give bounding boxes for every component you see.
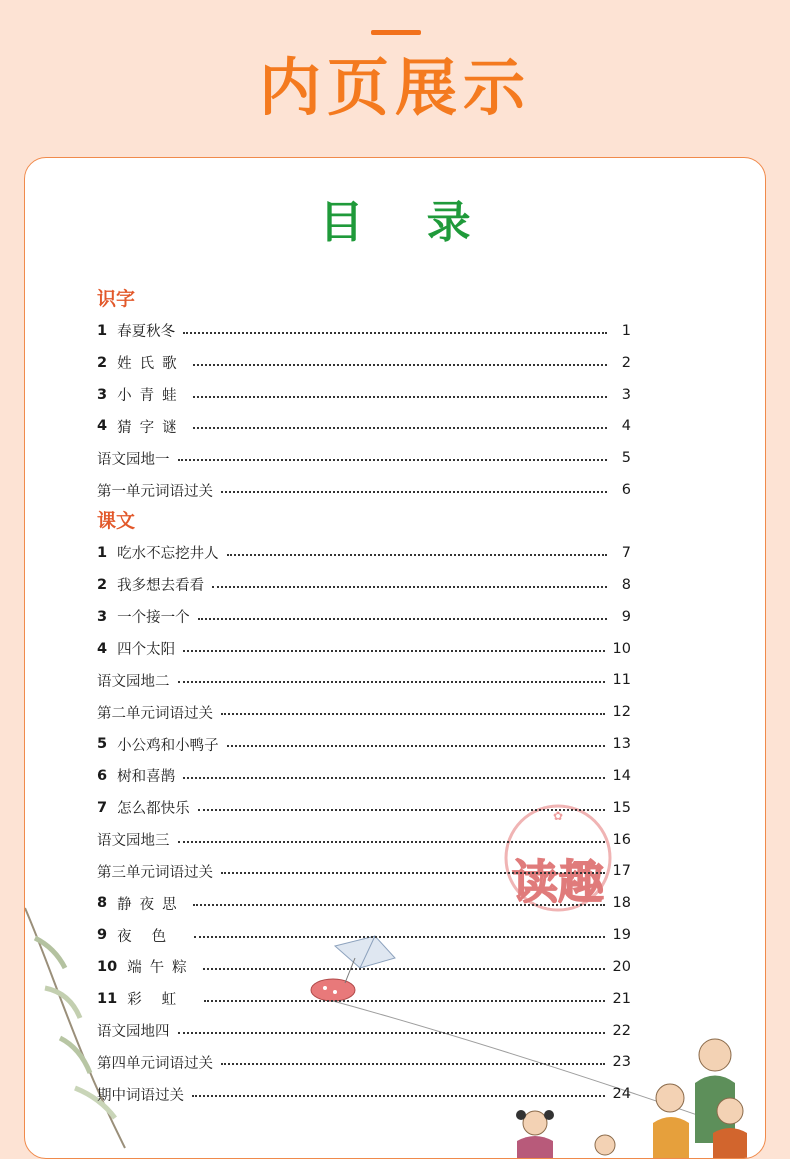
- section-heading: 识字: [97, 288, 136, 310]
- entry-title: 第二单元词语过关: [97, 705, 213, 722]
- entry-title: 第一单元词语过关: [97, 483, 213, 500]
- entry-page-number: 9: [621, 608, 631, 625]
- dot-leader: [227, 554, 607, 556]
- banner-title: 内页展示: [258, 51, 531, 124]
- dot-leader: [203, 968, 605, 970]
- title-accent-bar: [371, 30, 421, 35]
- entry-page-number: 12: [612, 704, 631, 721]
- entry-title: 一个接一个: [117, 610, 190, 627]
- entry-page-number: 7: [621, 544, 631, 561]
- dot-leader: [194, 936, 604, 938]
- entry-page-number: 22: [612, 1022, 631, 1039]
- entry-number: 1: [97, 544, 108, 561]
- dot-leader: [193, 396, 607, 398]
- entry-title: 期中词语过关: [97, 1087, 184, 1104]
- entry-title: 怎么都快乐: [117, 801, 190, 818]
- dot-leader: [183, 650, 604, 652]
- entry-number: 9: [97, 927, 108, 944]
- toc-entry[interactable]: [97, 696, 631, 728]
- entry-number: 3: [97, 386, 108, 403]
- entry-page-number: 3: [621, 386, 631, 403]
- entry-title: 语文园地一: [97, 451, 170, 468]
- entry-page-number: 8: [621, 576, 631, 593]
- toc-entry[interactable]: [97, 664, 631, 696]
- entry-title: 彩虹: [127, 992, 197, 1009]
- entry-number: 4: [97, 418, 108, 435]
- entry-page-number: 4: [621, 418, 631, 435]
- entry-title: 夜色: [117, 928, 187, 945]
- entry-page-number: 1: [621, 322, 631, 339]
- entry-number: 11: [97, 990, 118, 1007]
- toc-list: [97, 284, 631, 1110]
- entry-number: 4: [97, 640, 108, 657]
- svg-text:✿: ✿: [552, 809, 564, 823]
- entry-number: 7: [97, 799, 108, 816]
- dot-leader: [178, 459, 608, 461]
- dot-leader: [183, 332, 607, 334]
- entry-number: 10: [97, 958, 118, 975]
- toc-entry[interactable]: [97, 951, 631, 983]
- entry-page-number: 6: [621, 482, 631, 499]
- entry-title: 第四单元词语过关: [97, 1055, 213, 1072]
- dot-leader: [227, 745, 605, 747]
- toc-entry[interactable]: [97, 569, 631, 601]
- dot-leader: [221, 713, 605, 715]
- dot-leader: [221, 1063, 605, 1065]
- entry-page-number: 23: [612, 1054, 631, 1071]
- dot-leader: [221, 872, 605, 874]
- entry-page-number: 21: [612, 990, 631, 1007]
- entry-page-number: 17: [612, 863, 631, 880]
- entry-title: 小公鸡和小鸭子: [117, 737, 219, 754]
- toc-entry[interactable]: [97, 411, 631, 443]
- entry-number: 3: [97, 608, 108, 625]
- entry-number: 8: [97, 895, 108, 912]
- entry-title: 小青蛙: [117, 388, 185, 405]
- entry-page-number: 20: [612, 958, 631, 975]
- dot-leader: [198, 809, 605, 811]
- dot-leader: [183, 777, 604, 779]
- dot-leader: [204, 1000, 604, 1002]
- entry-page-number: 14: [612, 767, 631, 784]
- dot-leader: [178, 841, 605, 843]
- toc-entry[interactable]: [97, 887, 631, 919]
- entry-page-number: 5: [621, 450, 631, 467]
- toc-entry[interactable]: [97, 760, 631, 792]
- entry-number: 5: [97, 736, 108, 753]
- entry-page-number: 16: [612, 831, 631, 848]
- entry-number: 2: [97, 354, 108, 371]
- entry-title: 语文园地三: [97, 833, 170, 850]
- toc-entry[interactable]: [97, 983, 631, 1015]
- entry-page-number: 18: [612, 895, 631, 912]
- entry-title: 端午粽: [127, 960, 195, 977]
- dot-leader: [193, 904, 605, 906]
- toc-entry[interactable]: [97, 442, 631, 474]
- dot-leader: [192, 1095, 605, 1097]
- toc-entry[interactable]: [97, 1015, 631, 1047]
- entry-title: 第三单元词语过关: [97, 864, 213, 881]
- entry-page-number: 24: [612, 1086, 631, 1103]
- entry-title: 语文园地二: [97, 673, 170, 690]
- dot-leader: [178, 1032, 605, 1034]
- toc-entry[interactable]: [97, 1047, 631, 1079]
- entry-title: 树和喜鹊: [117, 769, 176, 786]
- entry-title: 春夏秋冬: [117, 324, 176, 341]
- entry-page-number: 15: [612, 799, 631, 816]
- section-heading: 课文: [97, 510, 136, 533]
- entry-number: 1: [97, 322, 108, 339]
- entry-page-number: 10: [612, 640, 631, 657]
- entry-number: 2: [97, 576, 108, 593]
- toc-card: [24, 157, 766, 1159]
- toc-entry[interactable]: [97, 824, 631, 856]
- toc-entry[interactable]: [97, 347, 631, 379]
- entry-number: 6: [97, 767, 108, 784]
- entry-title: 语文园地四: [97, 1024, 170, 1041]
- entry-title: 静夜思: [117, 896, 185, 913]
- watermark-text: 读趣: [512, 855, 604, 909]
- toc-entry[interactable]: [97, 379, 631, 411]
- toc-entry[interactable]: [97, 792, 631, 824]
- dot-leader: [193, 364, 607, 366]
- entry-page-number: 11: [612, 672, 631, 689]
- dot-leader: [221, 491, 607, 493]
- dot-leader: [198, 618, 607, 620]
- toc-entry[interactable]: [97, 919, 631, 951]
- toc-entry[interactable]: [97, 601, 631, 633]
- toc-entry[interactable]: [97, 633, 631, 665]
- toc-entry[interactable]: [97, 856, 631, 888]
- entry-title: 四个太阳: [117, 642, 176, 659]
- toc-entry[interactable]: [97, 474, 631, 506]
- entry-title: 猜字谜: [117, 419, 185, 436]
- dot-leader: [178, 681, 605, 683]
- entry-title: 吃水不忘挖井人: [117, 546, 219, 563]
- entry-title: 我多想去看看: [117, 578, 205, 595]
- dot-leader: [212, 586, 607, 588]
- toc-entry[interactable]: [97, 537, 631, 569]
- entry-page-number: 19: [612, 927, 631, 944]
- entry-page-number: 2: [621, 354, 631, 371]
- toc-title: 目 录: [319, 197, 495, 248]
- toc-entry[interactable]: [97, 1078, 631, 1110]
- dot-leader: [193, 427, 607, 429]
- entry-title: 姓氏歌: [117, 356, 185, 373]
- toc-entry[interactable]: [97, 728, 631, 760]
- entry-page-number: 13: [612, 736, 631, 753]
- toc-entry[interactable]: [97, 315, 631, 347]
